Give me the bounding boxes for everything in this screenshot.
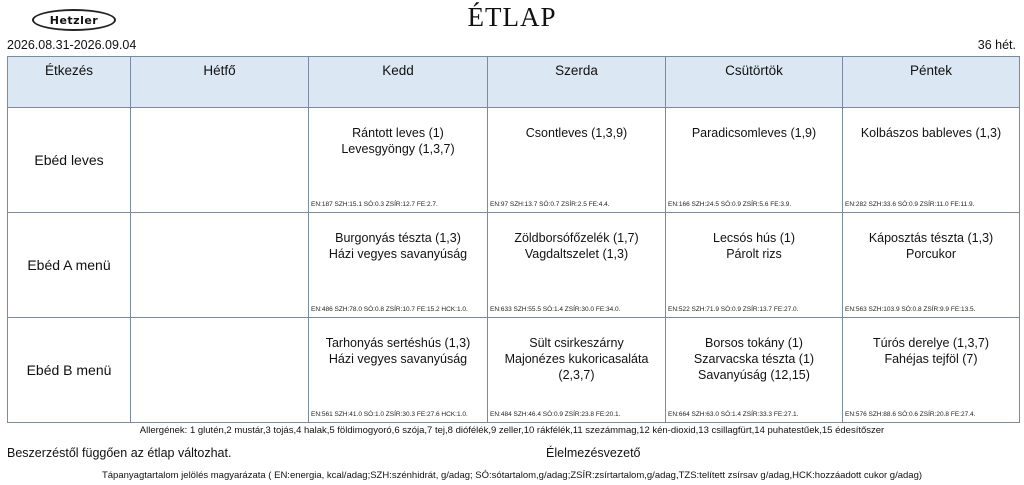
menu-cell-monday — [131, 108, 309, 213]
dish-name: Burgonyás tészta (1,3) — [335, 231, 461, 245]
menu-cell-monday — [131, 318, 309, 423]
nutrition-info: EN:522 SZH:71.9 SÓ:0.9 ZSÍR:13.7 FE:27.0. — [668, 306, 799, 313]
dish-list — [666, 108, 842, 141]
nutrition-info: EN:576 SZH:88.6 SÓ:0.6 ZSÍR:20.8 FE:27.4. — [845, 411, 976, 418]
dish-name: Levesgyöngy (1,3,7) — [341, 142, 455, 156]
menu-cell-wednesday — [488, 213, 666, 318]
dish-name: Házi vegyes savanyúság — [328, 352, 468, 366]
dish-list — [666, 213, 842, 262]
dish-list — [309, 213, 487, 262]
meal-label: Ebéd leves — [8, 108, 131, 213]
nutrition-info: EN:484 SZH:46.4 SÓ:0.9 ZSÍR:23.8 FE:20.1. — [490, 411, 621, 418]
page-title: ÉTLAP — [467, 2, 557, 32]
manager-signature-label: Élelmezésvezető — [546, 446, 641, 460]
dish-name: Zöldborsófőzelék (1,7) — [514, 231, 639, 245]
dish-list — [488, 213, 665, 262]
col-header-thursday: Csütörtök — [666, 57, 843, 108]
dish-name: (2,3,7) — [558, 368, 595, 382]
nutrition-info: EN:282 SZH:33.6 SÓ:0.9 ZSÍR:11.0 FE:11.9. — [845, 201, 975, 208]
nutrition-info: EN:633 SZH:55.5 SÓ:1.4 ZSÍR:30.0 FE:34.0. — [490, 306, 621, 313]
dish-name: Káposztás tészta (1,3) — [868, 231, 994, 245]
dish-name: Házi vegyes savanyúság — [328, 247, 468, 261]
date-range: 2026.08.31-2026.09.04 — [7, 38, 137, 52]
table-row — [8, 318, 1020, 423]
dish-list — [488, 318, 665, 383]
col-header-friday: Péntek — [843, 57, 1020, 108]
dish-list — [488, 108, 665, 141]
dish-name: Tarhonyás sertéshús (1,3) — [325, 336, 471, 350]
change-note: Beszerzéstől függően az étlap változhat. — [7, 446, 232, 460]
col-header-monday: Hétfő — [131, 57, 309, 108]
dish-list — [309, 318, 487, 367]
dish-list — [843, 318, 1019, 367]
table-row — [8, 213, 1020, 318]
menu-cell-wednesday — [488, 108, 666, 213]
nutrition-info: EN:486 SZH:78.0 SÓ:0.8 ZSÍR:10.7 FE:15.2 HCK:1.0. — [311, 306, 468, 313]
dish-list — [131, 108, 308, 125]
logo-text: Hetzler — [49, 13, 99, 27]
menu-cell-wednesday — [488, 318, 666, 423]
dish-name: Túrós derelye (1,3,7) — [872, 336, 990, 350]
dish-name: Csontleves (1,3,9) — [525, 126, 628, 140]
dish-name: Szarvacska tészta (1) — [693, 352, 815, 366]
col-header-tuesday: Kedd — [309, 57, 488, 108]
menu-cell-monday — [131, 213, 309, 318]
nutrition-legend: Tápanyagtartalom jelölés magyarázata ( EN:energia, kcal/adag;SZH:szénhidrát, g/adag; SÓ:sótartalom,g/adag;ZSÍR:zsírtartalom,g/adag,TZS:telített zsírsav g/adag,HCK:hozzáadott cukor g/adag) — [101, 470, 923, 481]
col-header-meal: Étkezés — [8, 57, 131, 108]
dish-name: Majonézes kukoricasaláta — [504, 352, 649, 366]
menu-cell-friday — [843, 318, 1020, 423]
dish-name: Paradicsomleves (1,9) — [691, 126, 817, 140]
dish-name: Borsos tokány (1) — [705, 336, 803, 350]
dish-name: Kolbászos bableves (1,3) — [860, 126, 1002, 140]
menu-cell-tuesday — [309, 213, 488, 318]
table-row — [8, 108, 1020, 213]
menu-cell-friday — [843, 108, 1020, 213]
dish-name: Vagdaltszelet (1,3) — [524, 247, 629, 261]
header-row — [8, 57, 1020, 108]
week-number: 36 hét. — [977, 38, 1016, 52]
menu-cell-thursday — [666, 318, 843, 423]
menu-cell-thursday — [666, 213, 843, 318]
dish-list — [131, 213, 308, 230]
dish-name: Sült csirkeszárny — [529, 336, 624, 350]
nutrition-info: EN:166 SZH:24.5 SÓ:0.9 ZSÍR:5.6 FE:3.9. — [668, 201, 792, 208]
col-header-wednesday: Szerda — [488, 57, 666, 108]
meal-label: Ebéd B menü — [8, 318, 131, 423]
dish-list — [666, 318, 842, 383]
dish-name: Porcukor — [905, 247, 957, 261]
menu-cell-tuesday — [309, 318, 488, 423]
nutrition-info: EN:97 SZH:13.7 SÓ:0.7 ZSÍR:2.5 FE:4.4. — [490, 201, 610, 208]
menu-cell-thursday — [666, 108, 843, 213]
dish-list — [843, 213, 1019, 262]
menu-cell-friday — [843, 213, 1020, 318]
dish-list — [309, 108, 487, 157]
dish-name: Lecsós hús (1) — [713, 231, 795, 245]
meal-label: Ebéd A menü — [8, 213, 131, 318]
dish-list — [131, 318, 308, 335]
dish-name: Fahéjas tejföl (7) — [884, 352, 978, 366]
nutrition-info: EN:561 SZH:41.0 SÓ:1.0 ZSÍR:30.3 FE:27.6 HCK:1.0. — [311, 411, 468, 418]
dish-list — [843, 108, 1019, 141]
menu-table — [7, 56, 1020, 423]
nutrition-info: EN:187 SZH:15.1 SÓ:0.3 ZSÍR:12.7 FE:2.7. — [311, 201, 438, 208]
dish-name: Párolt rizs — [726, 247, 782, 261]
dish-name: Rántott leves (1) — [352, 126, 444, 140]
nutrition-info: EN:664 SZH:63.0 SÓ:1.4 ZSÍR:33.3 FE:27.1. — [668, 411, 799, 418]
allergen-list: Allergének: 1 glutén,2 mustár,3 tojás,4 halak,5 földimogyoró,6 szója,7 tej,8 diófélék,9 zeller,10 rákfélék,11 szezámmag,12 kén-dioxid,13 csillagfürt,14 puhatestűek,15 édesítőszer — [139, 425, 885, 436]
nutrition-info: EN:563 SZH:103.9 SÓ:0.8 ZSÍR:9.9 FE:13.5. — [845, 306, 976, 313]
dish-name: Savanyúság (12,15) — [698, 368, 810, 382]
menu-cell-tuesday — [309, 108, 488, 213]
